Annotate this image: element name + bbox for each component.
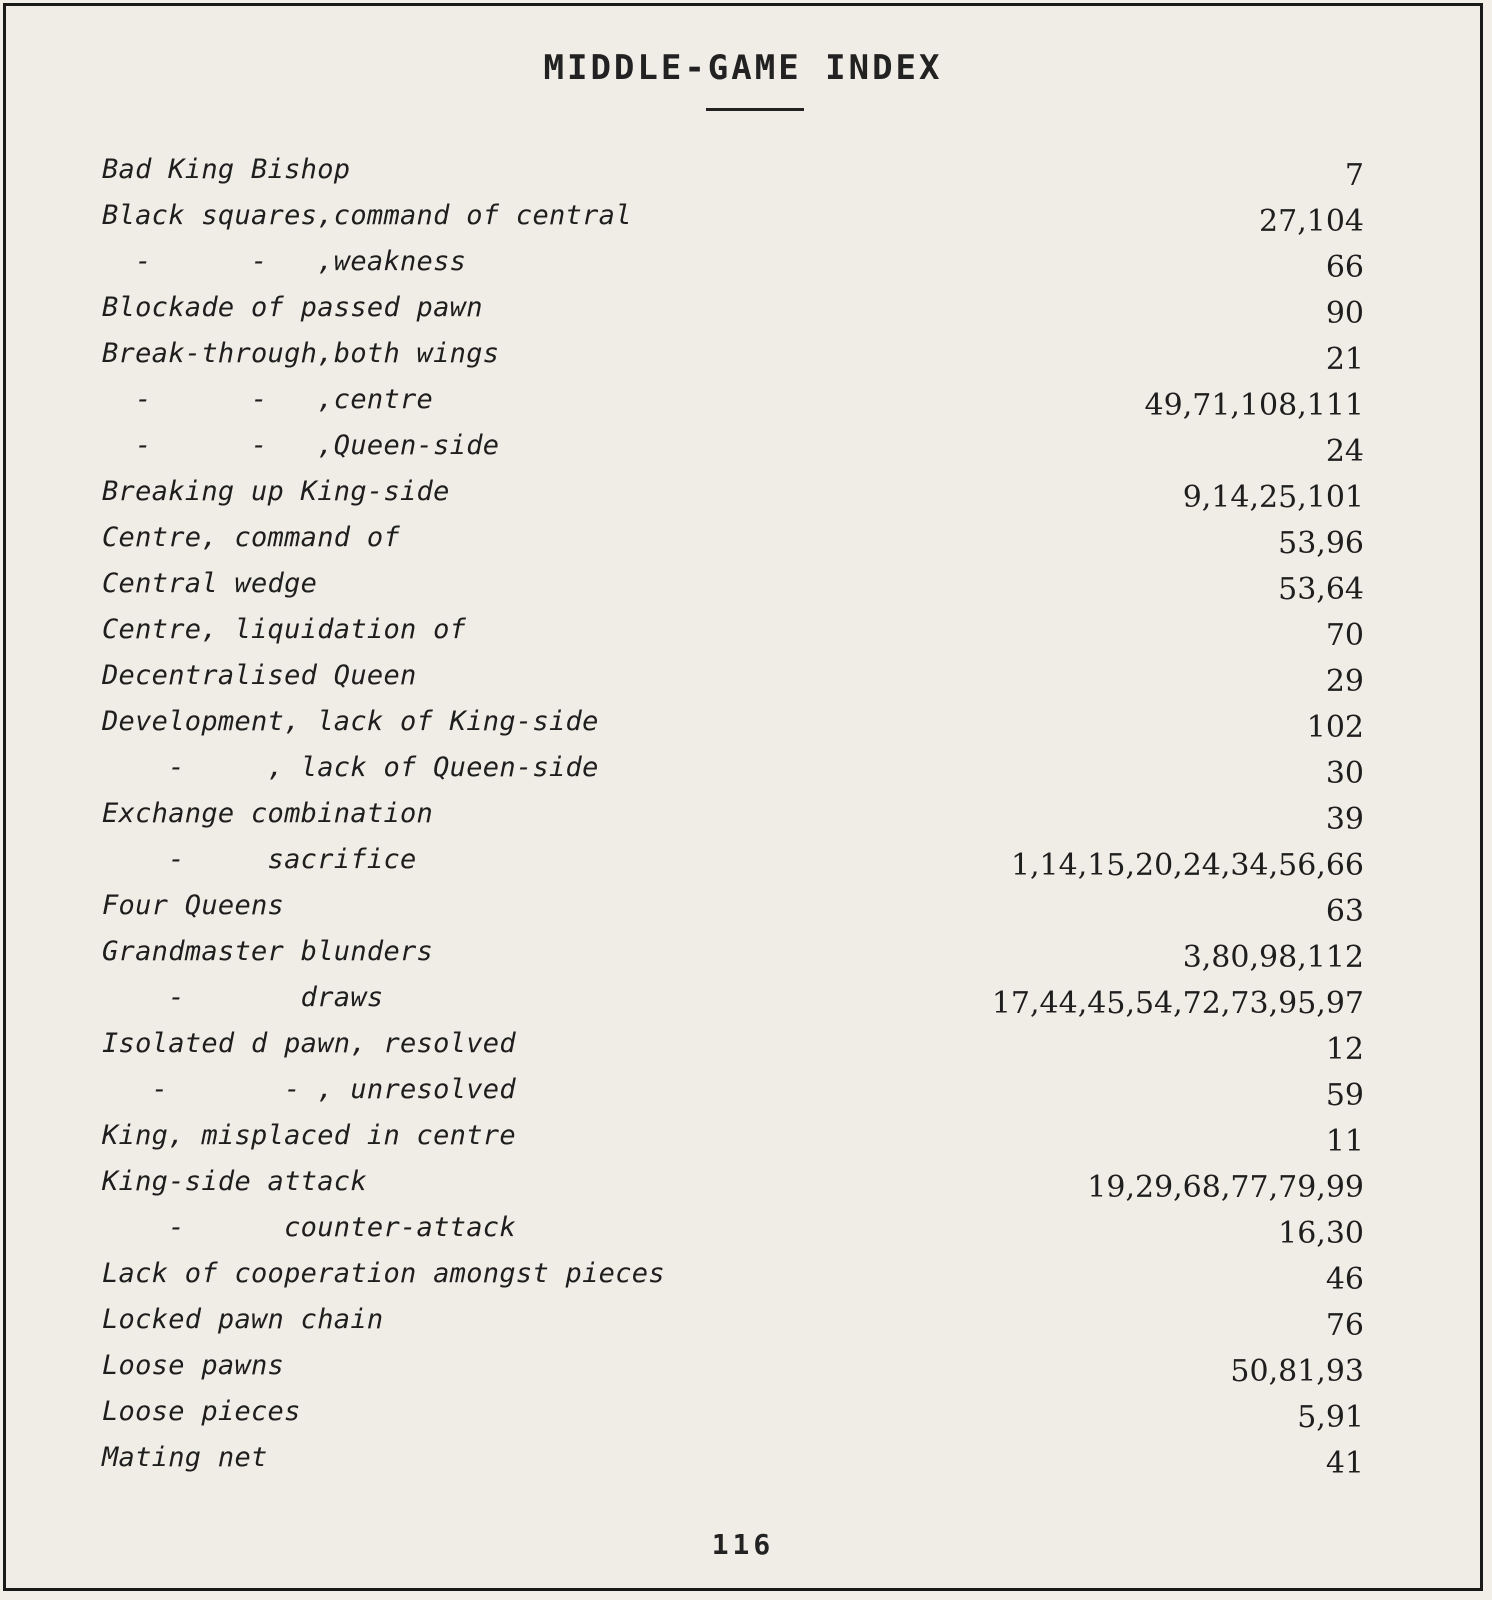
index-entry <box>102 1304 1483 1350</box>
entry-pages: 24 <box>1325 434 1364 469</box>
entry-label: Mating net <box>102 1442 268 1473</box>
index-entry <box>102 1166 1483 1212</box>
entry-label: Centre, liquidation of <box>102 614 467 645</box>
index-entry <box>102 1396 1483 1442</box>
entry-pages: 16,30 <box>1278 1216 1364 1251</box>
index-entry <box>102 1074 1483 1120</box>
entry-label: Loose pieces <box>102 1396 301 1427</box>
entry-label: Black squares,command of central <box>102 200 632 231</box>
entry-label: Centre, command of <box>102 522 400 553</box>
index-entry <box>102 614 1483 660</box>
entry-label: Loose pawns <box>102 1350 285 1381</box>
entry-pages: 63 <box>1325 894 1364 929</box>
entry-pages: 59 <box>1325 1078 1364 1113</box>
entry-pages: 12 <box>1325 1032 1364 1067</box>
index-entry <box>102 660 1483 706</box>
entry-pages: 70 <box>1325 618 1364 653</box>
entry-pages: 39 <box>1325 802 1364 837</box>
index-entry <box>102 1212 1483 1258</box>
entry-label: - - ,Queen-side <box>102 430 500 461</box>
entry-label: - draws <box>102 982 384 1013</box>
entry-label: Four Queens <box>102 890 285 921</box>
entry-pages: 11 <box>1325 1124 1364 1159</box>
book-page <box>3 3 1483 1591</box>
entry-label: Bad King Bishop <box>102 154 351 185</box>
index-entry <box>102 154 1483 200</box>
index-title: MIDDLE-GAME INDEX <box>543 48 943 88</box>
index-entries <box>6 6 1480 1588</box>
entry-pages: 7 <box>1344 158 1364 193</box>
index-entry <box>102 706 1483 752</box>
entry-label: - , lack of Queen-side <box>102 752 599 783</box>
entry-pages: 3,80,98,112 <box>1182 940 1364 975</box>
index-entry <box>102 1350 1483 1396</box>
entry-label: Break-through,both wings <box>102 338 500 369</box>
entry-label: Locked pawn chain <box>102 1304 384 1335</box>
index-entry <box>102 844 1483 890</box>
index-entry <box>102 1028 1483 1074</box>
entry-label: Grandmaster blunders <box>102 936 434 967</box>
entry-pages: 41 <box>1325 1446 1364 1481</box>
index-entry <box>102 1120 1483 1166</box>
entry-label: - counter-attack <box>102 1212 516 1243</box>
index-entry <box>102 1258 1483 1304</box>
entry-pages: 29 <box>1325 664 1364 699</box>
entry-pages: 17,44,45,54,72,73,95,97 <box>991 986 1364 1021</box>
entry-pages: 53,64 <box>1278 572 1364 607</box>
entry-pages: 9,14,25,101 <box>1182 480 1364 515</box>
entry-pages: 5,91 <box>1297 1400 1364 1435</box>
index-entry <box>102 1442 1483 1488</box>
entry-pages: 90 <box>1325 296 1364 331</box>
index-entry <box>102 798 1483 844</box>
entry-label: King-side attack <box>102 1166 367 1197</box>
index-entry <box>102 936 1483 982</box>
entry-pages: 76 <box>1325 1308 1364 1343</box>
entry-label: Breaking up King-side <box>102 476 450 507</box>
page-number: 116 <box>711 1528 775 1561</box>
index-entry <box>102 752 1483 798</box>
entry-pages: 66 <box>1325 250 1364 285</box>
entry-label: - sacrifice <box>102 844 417 875</box>
entry-pages: 102 <box>1306 710 1364 745</box>
index-entry <box>102 982 1483 1028</box>
entry-pages: 27,104 <box>1259 204 1364 239</box>
index-entry <box>102 384 1483 430</box>
entry-label: Development, lack of King-side <box>102 706 599 737</box>
index-entry <box>102 338 1483 384</box>
entry-pages: 21 <box>1325 342 1364 377</box>
index-entry <box>102 200 1483 246</box>
index-entry <box>102 246 1483 292</box>
entry-pages: 50,81,93 <box>1230 1354 1364 1389</box>
index-entry <box>102 890 1483 936</box>
entry-label: Lack of cooperation amongst pieces <box>102 1258 665 1289</box>
entry-pages: 49,71,108,111 <box>1144 388 1364 423</box>
entry-label: - - ,weakness <box>102 246 467 277</box>
entry-pages: 30 <box>1325 756 1364 791</box>
entry-pages: 1,14,15,20,24,34,56,66 <box>1010 848 1364 883</box>
entry-pages: 46 <box>1325 1262 1364 1297</box>
entry-label: Exchange combination <box>102 798 434 829</box>
index-entry <box>102 430 1483 476</box>
entry-label: Central wedge <box>102 568 318 599</box>
entry-label: Blockade of passed pawn <box>102 292 483 323</box>
index-entry <box>102 522 1483 568</box>
index-entry <box>102 292 1483 338</box>
index-entry <box>102 476 1483 522</box>
entry-pages: 53,96 <box>1278 526 1364 561</box>
entry-label: Decentralised Queen <box>102 660 417 691</box>
entry-label: King, misplaced in centre <box>102 1120 516 1151</box>
entry-pages: 19,29,68,77,79,99 <box>1087 1170 1364 1205</box>
entry-label: - - ,centre <box>102 384 434 415</box>
index-entry <box>102 568 1483 614</box>
entry-label: - - , unresolved <box>102 1074 516 1105</box>
entry-label: Isolated d pawn, resolved <box>102 1028 516 1059</box>
